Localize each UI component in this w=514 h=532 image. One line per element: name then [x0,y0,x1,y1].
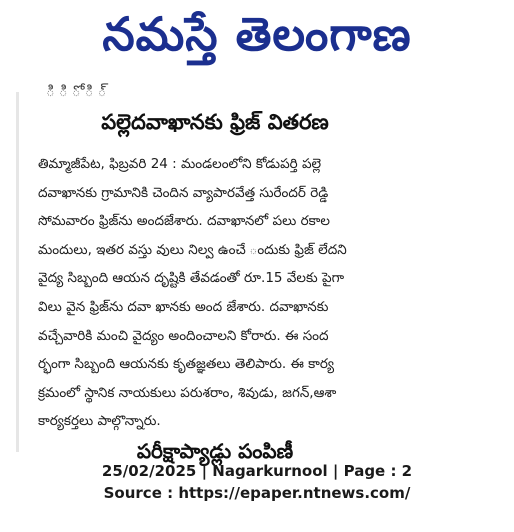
article-line: సోమవారం ఫ్రిజ్‌ను అందజేశారు. దవాఖానలో పలు రకాల [38,213,330,230]
masthead-title: నమస్తే తెలంగాణ [102,7,412,61]
cut-previous-article [46,82,406,106]
cut-text: ి ి ో ి ్ [46,82,107,100]
article-line: కార్యకర్తలు పాల్గొన్నారు. [38,413,161,430]
article-line: వైద్య సిబ్బంది ఆయన దృష్టికి తేవడంతో రూ.15 వేలకు పైగా [38,270,345,287]
article-line: ర్భంగా సిబ్బంది ఆయనకు కృతజ్ఞతలు తెలిపారు. ఈ కార్య [38,356,335,373]
article-body [38,150,404,436]
next-article-headline: పరీక్షాప్యాడ్లు పంపిణీ [136,439,294,463]
article-line: తిమ్మాజీపేట, ఫిబ్రవరి 24 : మండలంలోని కోడుపర్తి పల్లె [38,156,322,172]
article-line: దవాఖానకు గ్రామానికి చెందిన వ్యాపారవేత్త సురేందర్ రెడ్డి [38,184,329,201]
clipping-footer [0,460,514,504]
source-line: Source : https://epaper.ntnews.com/ [103,484,411,502]
date-edition-page: 25/02/2025 | Nagarkurnool | Page : 2 [101,462,413,480]
news-clipping [16,82,414,463]
article-line: వచ్చేవారికి మంచి వైద్యం అందించాలని కోరారు. ఈ సంద [38,327,329,344]
article-headline: పల్లెదవాఖానకు ఫ్రిజ్ వితరణ [101,110,329,134]
article-line: క్రమంలో స్థానిక నాయకులు పరుశరాం, శివుడు, జగన్,ఆశా [38,384,337,401]
newspaper-masthead [0,0,514,80]
article-line: మందులు, ఇతర వస్తు వులు నిల్వ ఉంచే ందుకు ఫ్రిజ్ లేదని [38,241,347,258]
clipping-edge [16,92,19,452]
article-line: విలు వైన ఫ్రిజ్‌ను దవా ఖానకు అంద జేశారు. దవాఖానకు [38,298,329,315]
